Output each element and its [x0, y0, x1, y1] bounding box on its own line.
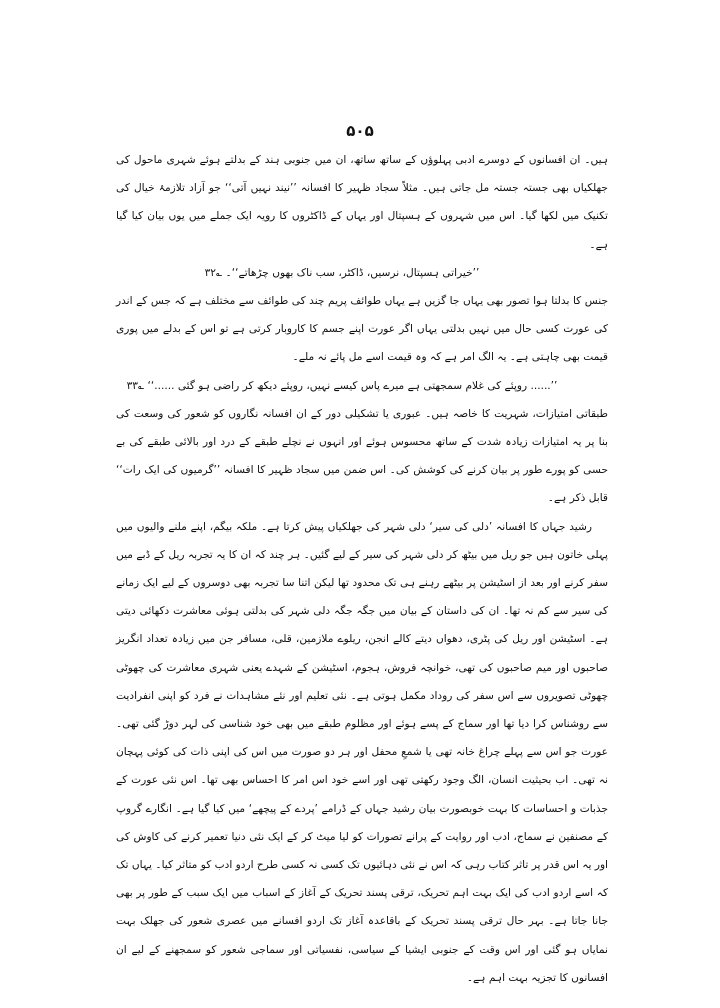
page-number: ۵۰۵ [346, 122, 374, 140]
body-text [116, 146, 608, 992]
paragraph: رشید جہاں کا افسانہ ’دلی کی سیر‘ دلی شہر کی جھلکیاں پیش کرتا ہے۔ ملکہ بیگم، اپنے ملنے والیوں میں پہلی خاتون ہیں جو ریل میں بیٹھ کر دلی شہر کی سیر کے لیے گئیں۔ ہر چند کہ ان کا یہ تجربہ ریل کے ڈبے میں سفر کرنے اور بعد از اسٹیشن پر بیٹھے رہنے ہی تک محدود تھا لیکن اتنا سا تجربہ بھی دوسروں کے لیے ایک زمانے کی سیر سے کم نہ تھا۔ ان کی داستان کے بیان میں جگہ جگہ دلی شہر کی بدلتی ہوئی معاشرت دکھائی دیتی ہے۔ اسٹیشن اور ریل کی پٹری، دھواں دیتے کالے انجن، ریلوے ملازمین، قلی، مسافر جن میں زیادہ تعداد انگریز صاحبوں اور میم صاحبوں کی تھی، خوانچہ فروش، ہجوم، اسٹیشن کے شہدے یعنی شہری معاشرت کی چھوٹی چھوٹی تصویروں سے اس سفر کی روداد مکمل ہوتی ہے۔ نئی تعلیم اور نئے مشاہدات نے فرد کو اپنی انفرادیت سے روشناس کرا دیا تھا اور سماج کے پسے ہوئے اور مظلوم طبقے میں بھی خود شناسی کی لہر دوڑ گئی تھی۔ عورت جو اس سے پہلے چراغ خانہ تھی یا شمعِ محفل اور ہر دو صورت میں اس کی اپنی ذات کی کوئی پہچان نہ تھی۔ اب بحیثیت انسان، الگ وجود رکھتی تھی اور اسے خود اس امر کا احساس بھی تھا۔ اس نئی عورت کے جذبات و احساسات کا بہت خوبصورت بیان رشید جہاں کے ڈرامے ’پردے کے پیچھے‘ میں کیا گیا ہے۔ انگارے گروپ کے مصنفین نے سماج، ادب اور روایت کے پرانے تصورات کو لیا میٹ کر کے ایک نئی دنیا تعمیر کرنے کی کاوش کی اور یہ اس قدر پر تاثر کتاب رہی کہ اس نے نئی دہائیوں تک کسی نہ کسی طرح اردو ادب کو متاثر کیا۔ یہاں تک کہ اسے اردو ادب کی ایک بہت اہم تحریک، ترقی پسند تحریک کے آغاز کے اسباب میں ایک سبب کے طور پر بھی جانا جاتا ہے۔ بہر حال ترقی پسند تحریک کے باقاعدہ آغاز تک اردو افسانے میں عصری شعور کی جھلک بہت نمایاں ہو گئی اور اس وقت کے جنوبی ایشیا کے سیاسی، نفسیاتی اور سماجی شعور کو سمجھنے کے لیے ان افسانوں کا تجزیہ بہت اہم ہے۔ [116, 520, 608, 984]
paragraph: ہیں۔ ان افسانوں کے دوسرے ادبی پہلوؤں کے ساتھ ساتھ، ان میں جنوبی ہند کے بدلتے ہوئے شہری ماحول کی جھلکیاں بھی جستہ جستہ مل جاتی ہیں۔ مثلاً سجاد ظہیر کا افسانہ ’’نیند نہیں آتی‘‘ جو آزاد تلازمۂ خیال کی تکنیک میں لکھا گیا۔ اس میں شہروں کے ہسپتال اور یہاں کے ڈاکٹروں کا رویہ ایک جملے میں یوں بیان کیا گیا ہے۔ [116, 154, 608, 251]
block-quote: ’’خیراتی ہسپتال، نرسیں، ڈاکٹر، سب ناک بھوں چڑھاتے‘‘۔ ؎۳۲ [204, 266, 480, 279]
paragraph: جنس کا بدلتا ہوا تصور بھی یہاں جا گزیں ہے یہاں طوائف پریم چند کی طوائف سے مختلف ہے کہ جس کے اندر کی عورت کسی حال میں نہیں بدلتی یہاں اگر عورت اپنے جسم کا کاروبار کرتی ہے تو اس کے بدلے میں پوری قیمت بھی چاہتی ہے۔ یہ الگ امر ہے کہ وہ قیمت اسے مل پائے نہ ملے۔ [116, 295, 608, 364]
paragraph: طبقاتی امتیازات، شہریت کا خاصہ ہیں۔ عبوری یا تشکیلی دور کے ان افسانہ نگاروں کو شعور کی وسعت کی بنا پر یہ امتیازات زیادہ شدت کے ساتھ محسوس ہوئے اور انہوں نے نچلے طبقے کے درد اور بالائی طبقے کی بے حسی کو پورے طور پر بیان کرنے کی کوشش کی۔ اس ضمن میں سجاد ظہیر کا افسانہ ’’گرمیوں کی ایک رات‘‘ قابل ذکر ہے۔ [116, 407, 608, 505]
block-quote: ’’...... روپئے کی غلام سمجھتی ہے میرے پاس کیسے نہیں، روپئے دیکھ کر راضی ہو گئی ......‘‘ ؎۳۳ [126, 379, 558, 392]
